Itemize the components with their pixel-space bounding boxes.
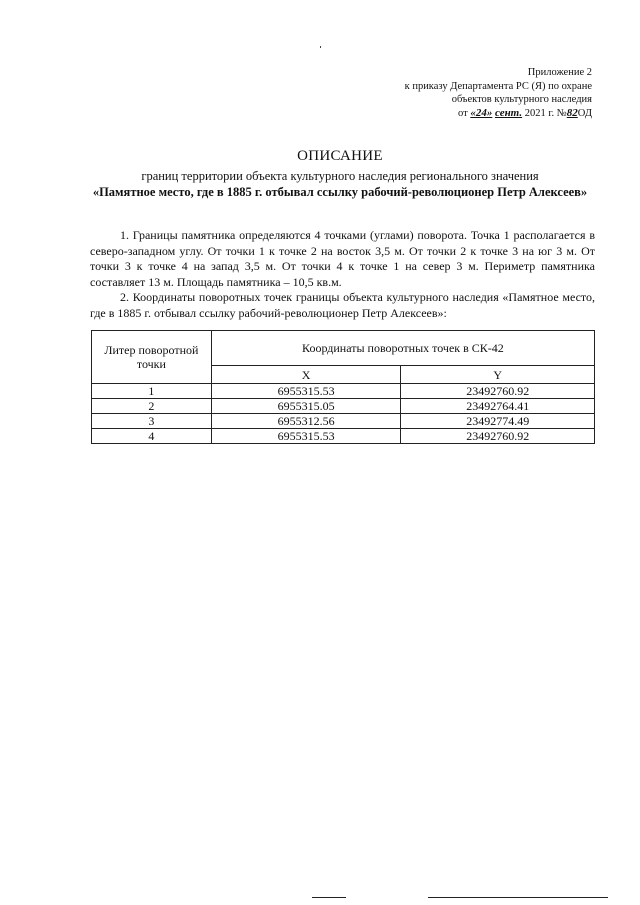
appendix-date-line: от «24» сент. 2021 г. №82ОД (458, 106, 592, 119)
cell-y: 23492774.49 (401, 414, 595, 429)
document-body (90, 228, 595, 321)
document-title: ОПИСАНИЕ (297, 148, 383, 164)
cell-x: 6955312.56 (211, 414, 401, 429)
appendix-department-line: объектов культурного наследия (451, 94, 592, 105)
scan-speck (320, 46, 321, 48)
order-number-suffix: ОД (577, 107, 592, 119)
cell-point: 1 (92, 384, 212, 399)
paragraph-boundaries: 1. Границы памятника определяются 4 точками (углами) поворота. Точка 1 располагается в северо-западном углу. От точки 1 к точке 2 на восток 3,5 м. От точки 2 к точке 3 на юг 3 м. От точки 3 к точке 4 на запад 3,5 м. От точки 4 к точке 1 на север 3 м. Периметр памятника составляет 13 м. Площадь памятника – 10,5 кв.м. (90, 228, 595, 289)
date-prefix: от (458, 107, 468, 119)
table-row (92, 399, 595, 414)
date-year: 2021 г. № (524, 107, 567, 119)
cell-point: 3 (92, 414, 212, 429)
table-row (92, 429, 595, 444)
document-heading (90, 148, 590, 200)
table-row (92, 384, 595, 399)
coordinates-table (91, 330, 595, 444)
cell-x: 6955315.53 (211, 384, 401, 399)
document-subtitle: границ территории объекта культурного наследия регионального значения (141, 169, 539, 183)
appendix-order-line: к приказу Департамента РС (Я) по охране (404, 80, 592, 92)
header-y: Y (401, 366, 595, 384)
paragraph-coordinates-intro: 2. Координаты поворотных точек границы объекта культурного наследия «Памятное место, где в 1885 г. отбывал ссылку рабочий-революционер Петр Алексеев»: (90, 290, 595, 320)
scan-footer-marks (0, 895, 640, 903)
cell-point: 2 (92, 399, 212, 414)
header-point-letter: Литер поворотной точки (92, 331, 212, 384)
appendix-header (405, 66, 592, 120)
appendix-title: Приложение 2 (527, 67, 592, 78)
date-day: «24» (470, 106, 493, 119)
header-x: X (211, 366, 401, 384)
cell-x: 6955315.05 (211, 399, 401, 414)
cell-x: 6955315.53 (211, 429, 401, 444)
table-row (92, 414, 595, 429)
date-month: сент. (494, 106, 523, 119)
cell-y: 23492760.92 (401, 429, 595, 444)
cell-point: 4 (92, 429, 212, 444)
object-name: «Памятное место, где в 1885 г. отбывал ссылку рабочий-революционер Петр Алексеев» (92, 185, 588, 199)
cell-y: 23492764.41 (401, 399, 595, 414)
cell-y: 23492760.92 (401, 384, 595, 399)
header-coordinates: Координаты поворотных точек в СК-42 (211, 331, 594, 366)
